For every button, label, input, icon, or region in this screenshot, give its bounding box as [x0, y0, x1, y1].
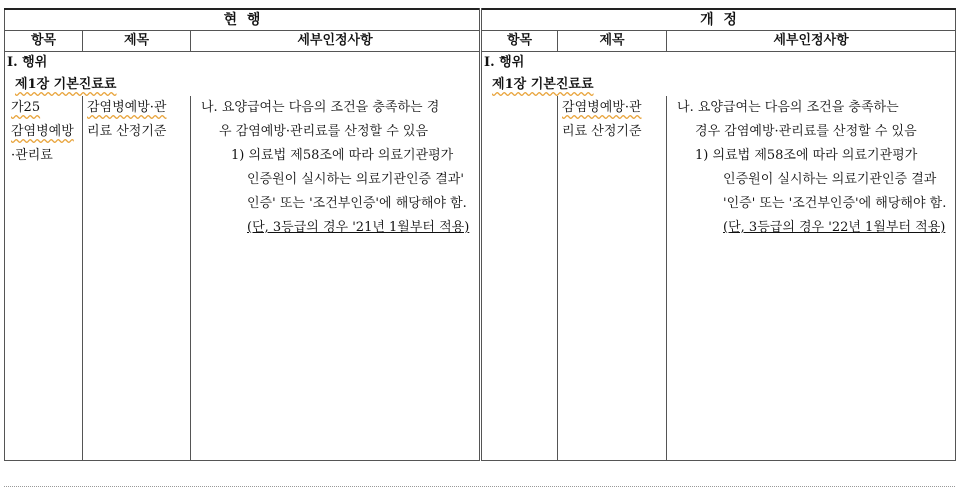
revised-detail-line: 경우 감염예방·관리료를 산정할 수 있음 — [695, 124, 917, 139]
current-item-cell — [5, 96, 83, 461]
revised-title-cell — [558, 96, 667, 461]
current-section — [5, 52, 481, 97]
current-col-item: 항목 — [5, 31, 83, 52]
revised-detail-line: 1) 의료법 제58조에 따라 의료기관평가 — [695, 148, 918, 163]
current-detail-line: 인증원이 실시하는 의료기관인증 결과' — [247, 172, 464, 187]
revised-header-label: 개 정 — [700, 12, 737, 28]
revised-header — [481, 9, 956, 31]
current-detail-line: (단, 3등급의 경우 '21년 1월부터 적용) — [247, 220, 470, 235]
current-part-heading: I. 행위 — [7, 55, 48, 70]
revised-section — [481, 52, 956, 97]
revised-item-cell — [481, 96, 558, 461]
current-title-line: 리료 산정기준 — [87, 124, 167, 139]
current-col-title: 제목 — [83, 31, 191, 52]
revised-detail-line: '인증' 또는 '조건부인증'에 해당해야 함. — [723, 196, 947, 211]
current-code-line: ·관리료 — [11, 148, 53, 163]
revised-detail-line: (단, 3등급의 경우 '22년 1월부터 적용) — [723, 220, 946, 235]
revised-col-title: 제목 — [558, 31, 667, 52]
revised-col-item: 항목 — [481, 31, 558, 52]
page-bottom-rule — [4, 486, 955, 489]
revised-detail-line: 나. 요양급여는 다음의 조건을 충족하는 — [677, 100, 899, 115]
current-code-line: 가25 — [11, 100, 41, 115]
current-detail-line: 1) 의료법 제58조에 따라 의료기관평가 — [231, 148, 454, 163]
current-header — [5, 9, 481, 31]
current-detail-line: 우 감염예방·관리료를 산정할 수 있음 — [219, 124, 429, 139]
revised-chapter-heading: 제1장 기본진료료 — [492, 77, 594, 92]
revised-title-line: 감염병예방·관 — [562, 100, 642, 115]
revised-detail-cell — [667, 96, 956, 461]
revised-part-heading: I. 행위 — [484, 55, 525, 70]
current-col-detail: 세부인정사항 — [191, 31, 481, 52]
current-code-line: 감염병예방 — [11, 124, 74, 139]
current-detail-cell — [191, 96, 481, 461]
comparison-table — [4, 8, 956, 461]
current-chapter-heading: 제1장 기본진료료 — [15, 77, 117, 92]
revised-col-detail: 세부인정사항 — [667, 31, 956, 52]
current-header-label: 현 행 — [223, 12, 261, 28]
current-detail-line: 인증' 또는 '조건부인증'에 해당해야 함. — [247, 196, 467, 211]
revised-title-line: 리료 산정기준 — [562, 124, 642, 139]
revised-detail-line: 인증원이 실시하는 의료기관인증 결과 — [723, 172, 937, 187]
current-title-cell — [83, 96, 191, 461]
comparison-table-page — [4, 8, 955, 486]
current-detail-line: 나. 요양급여는 다음의 조건을 충족하는 경 — [201, 100, 440, 115]
current-title-line: 감염병예방·관 — [87, 100, 167, 115]
